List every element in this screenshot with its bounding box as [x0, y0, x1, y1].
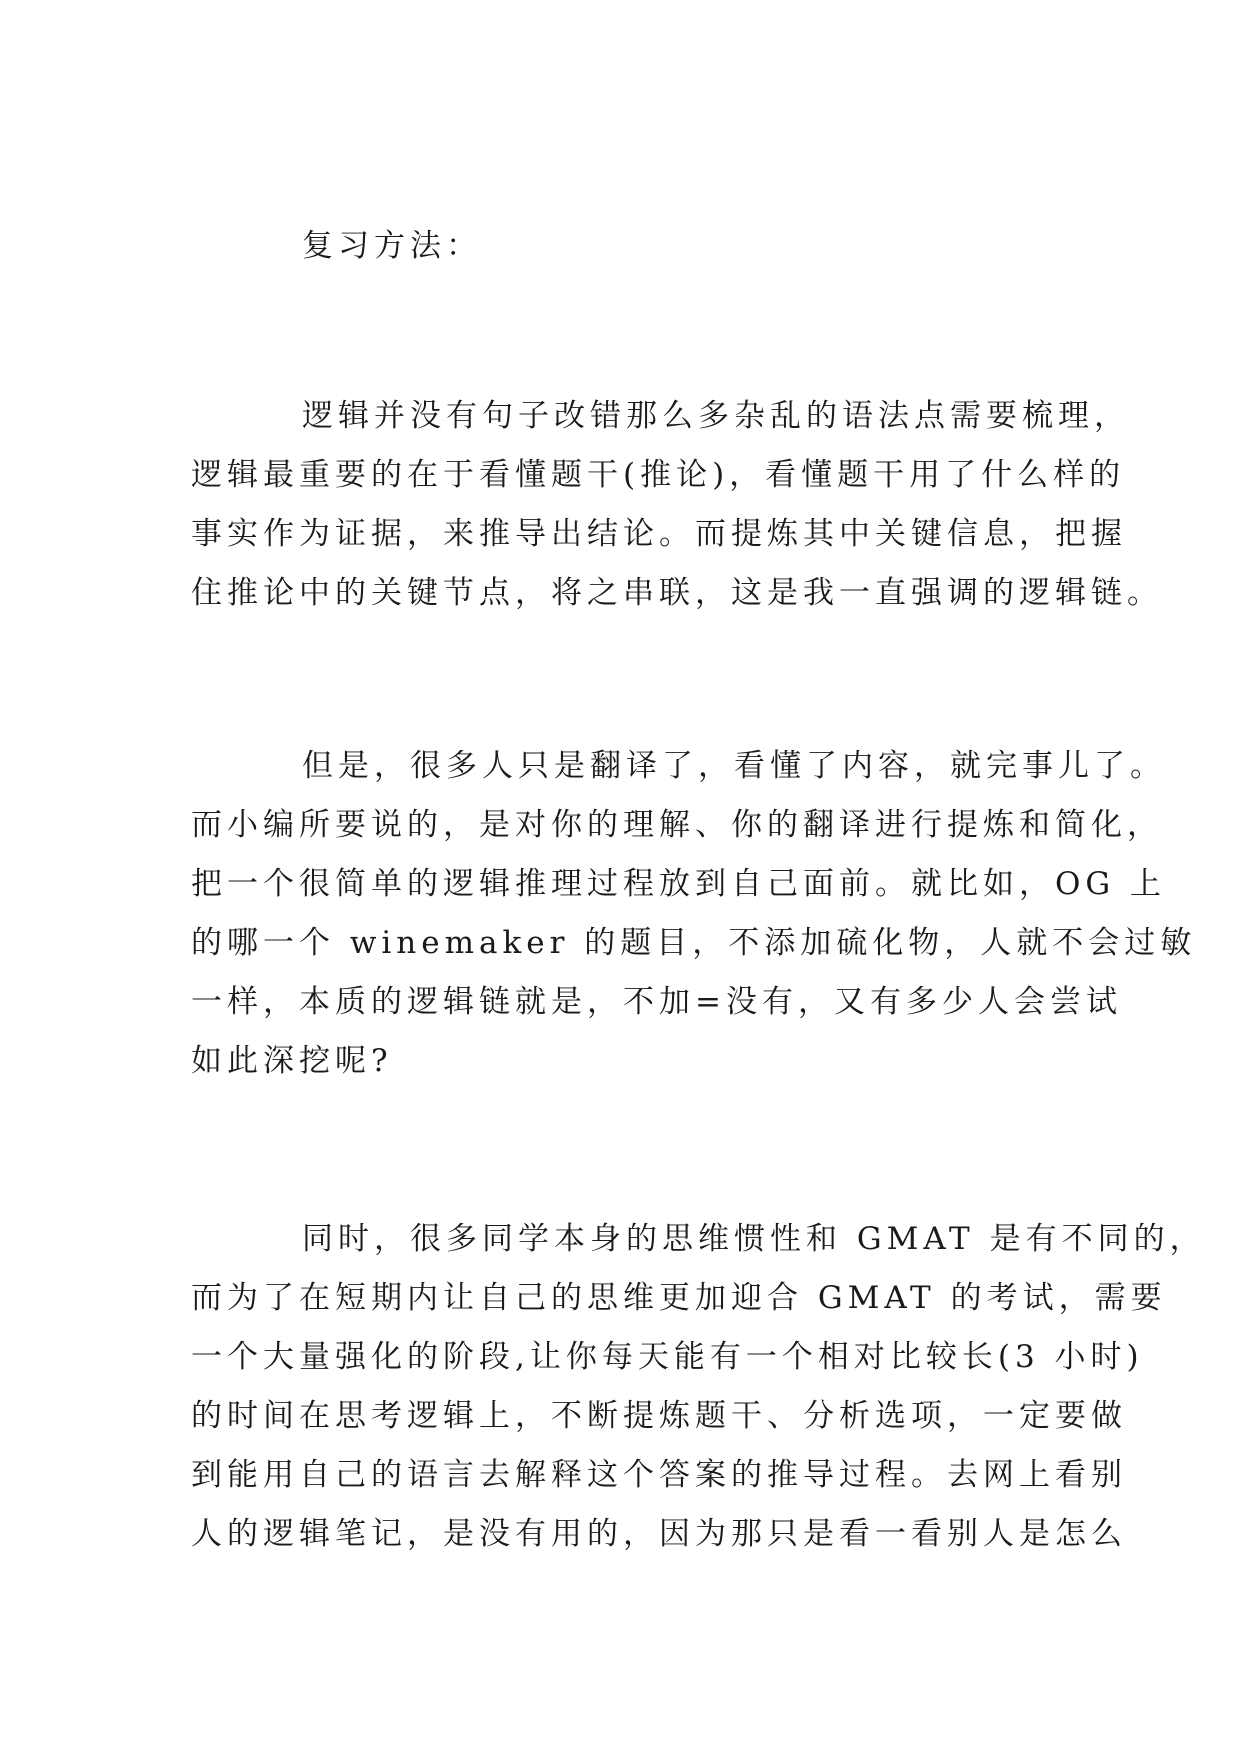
paragraph-line: 而小编所要说的，是对你的理解、你的翻译进行提炼和简化， [191, 807, 1163, 843]
paragraph-3 [191, 1210, 1206, 1564]
paragraph-1 [191, 387, 1163, 623]
paragraph-line: 如此深挖呢? [191, 1043, 393, 1079]
paragraph-line: 但是，很多人只是翻译了，看懂了内容，就完事儿了。 [302, 748, 1166, 784]
paragraph-line: 同时，很多同学本身的思维惯性和 GMAT 是有不同的， [302, 1221, 1206, 1257]
section-heading [191, 217, 1071, 276]
paragraph-2 [191, 737, 1197, 1091]
paragraph-line: 的哪一个 winemaker 的题目，不添加硫化物，人就不会过敏 [191, 925, 1197, 961]
paragraph-line: 事实作为证据，来推导出结论。而提炼其中关键信息，把握 [191, 516, 1127, 552]
paragraph-line: 把一个很简单的逻辑推理过程放到自己面前。就比如，OG 上 [191, 866, 1167, 902]
paragraph-line: 的时间在思考逻辑上，不断提炼题干、分析选项，一定要做 [191, 1398, 1127, 1434]
paragraph-line: 住推论中的关键节点，将之串联，这是我一直强调的逻辑链。 [191, 575, 1163, 611]
paragraph-line: 一个大量强化的阶段,让你每天能有一个相对比较长(3 小时) [191, 1339, 1144, 1375]
paragraph-line: 而为了在短期内让自己的思维更加迎合 GMAT 的考试，需要 [191, 1280, 1167, 1316]
paragraph-line: 逻辑并没有句子改错那么多杂乱的语法点需要梳理， [302, 398, 1130, 434]
paragraph-line: 到能用自己的语言去解释这个答案的推导过程。去网上看别 [191, 1457, 1127, 1493]
paragraph-line: 逻辑最重要的在于看懂题干(推论)，看懂题干用了什么样的 [191, 457, 1126, 493]
heading-text: 复习方法： [302, 228, 482, 264]
paragraph-line: 一样，本质的逻辑链就是，不加=没有，又有多少人会尝试 [191, 984, 1122, 1020]
paragraph-line: 人的逻辑笔记，是没有用的，因为那只是看一看别人是怎么 [191, 1516, 1127, 1552]
